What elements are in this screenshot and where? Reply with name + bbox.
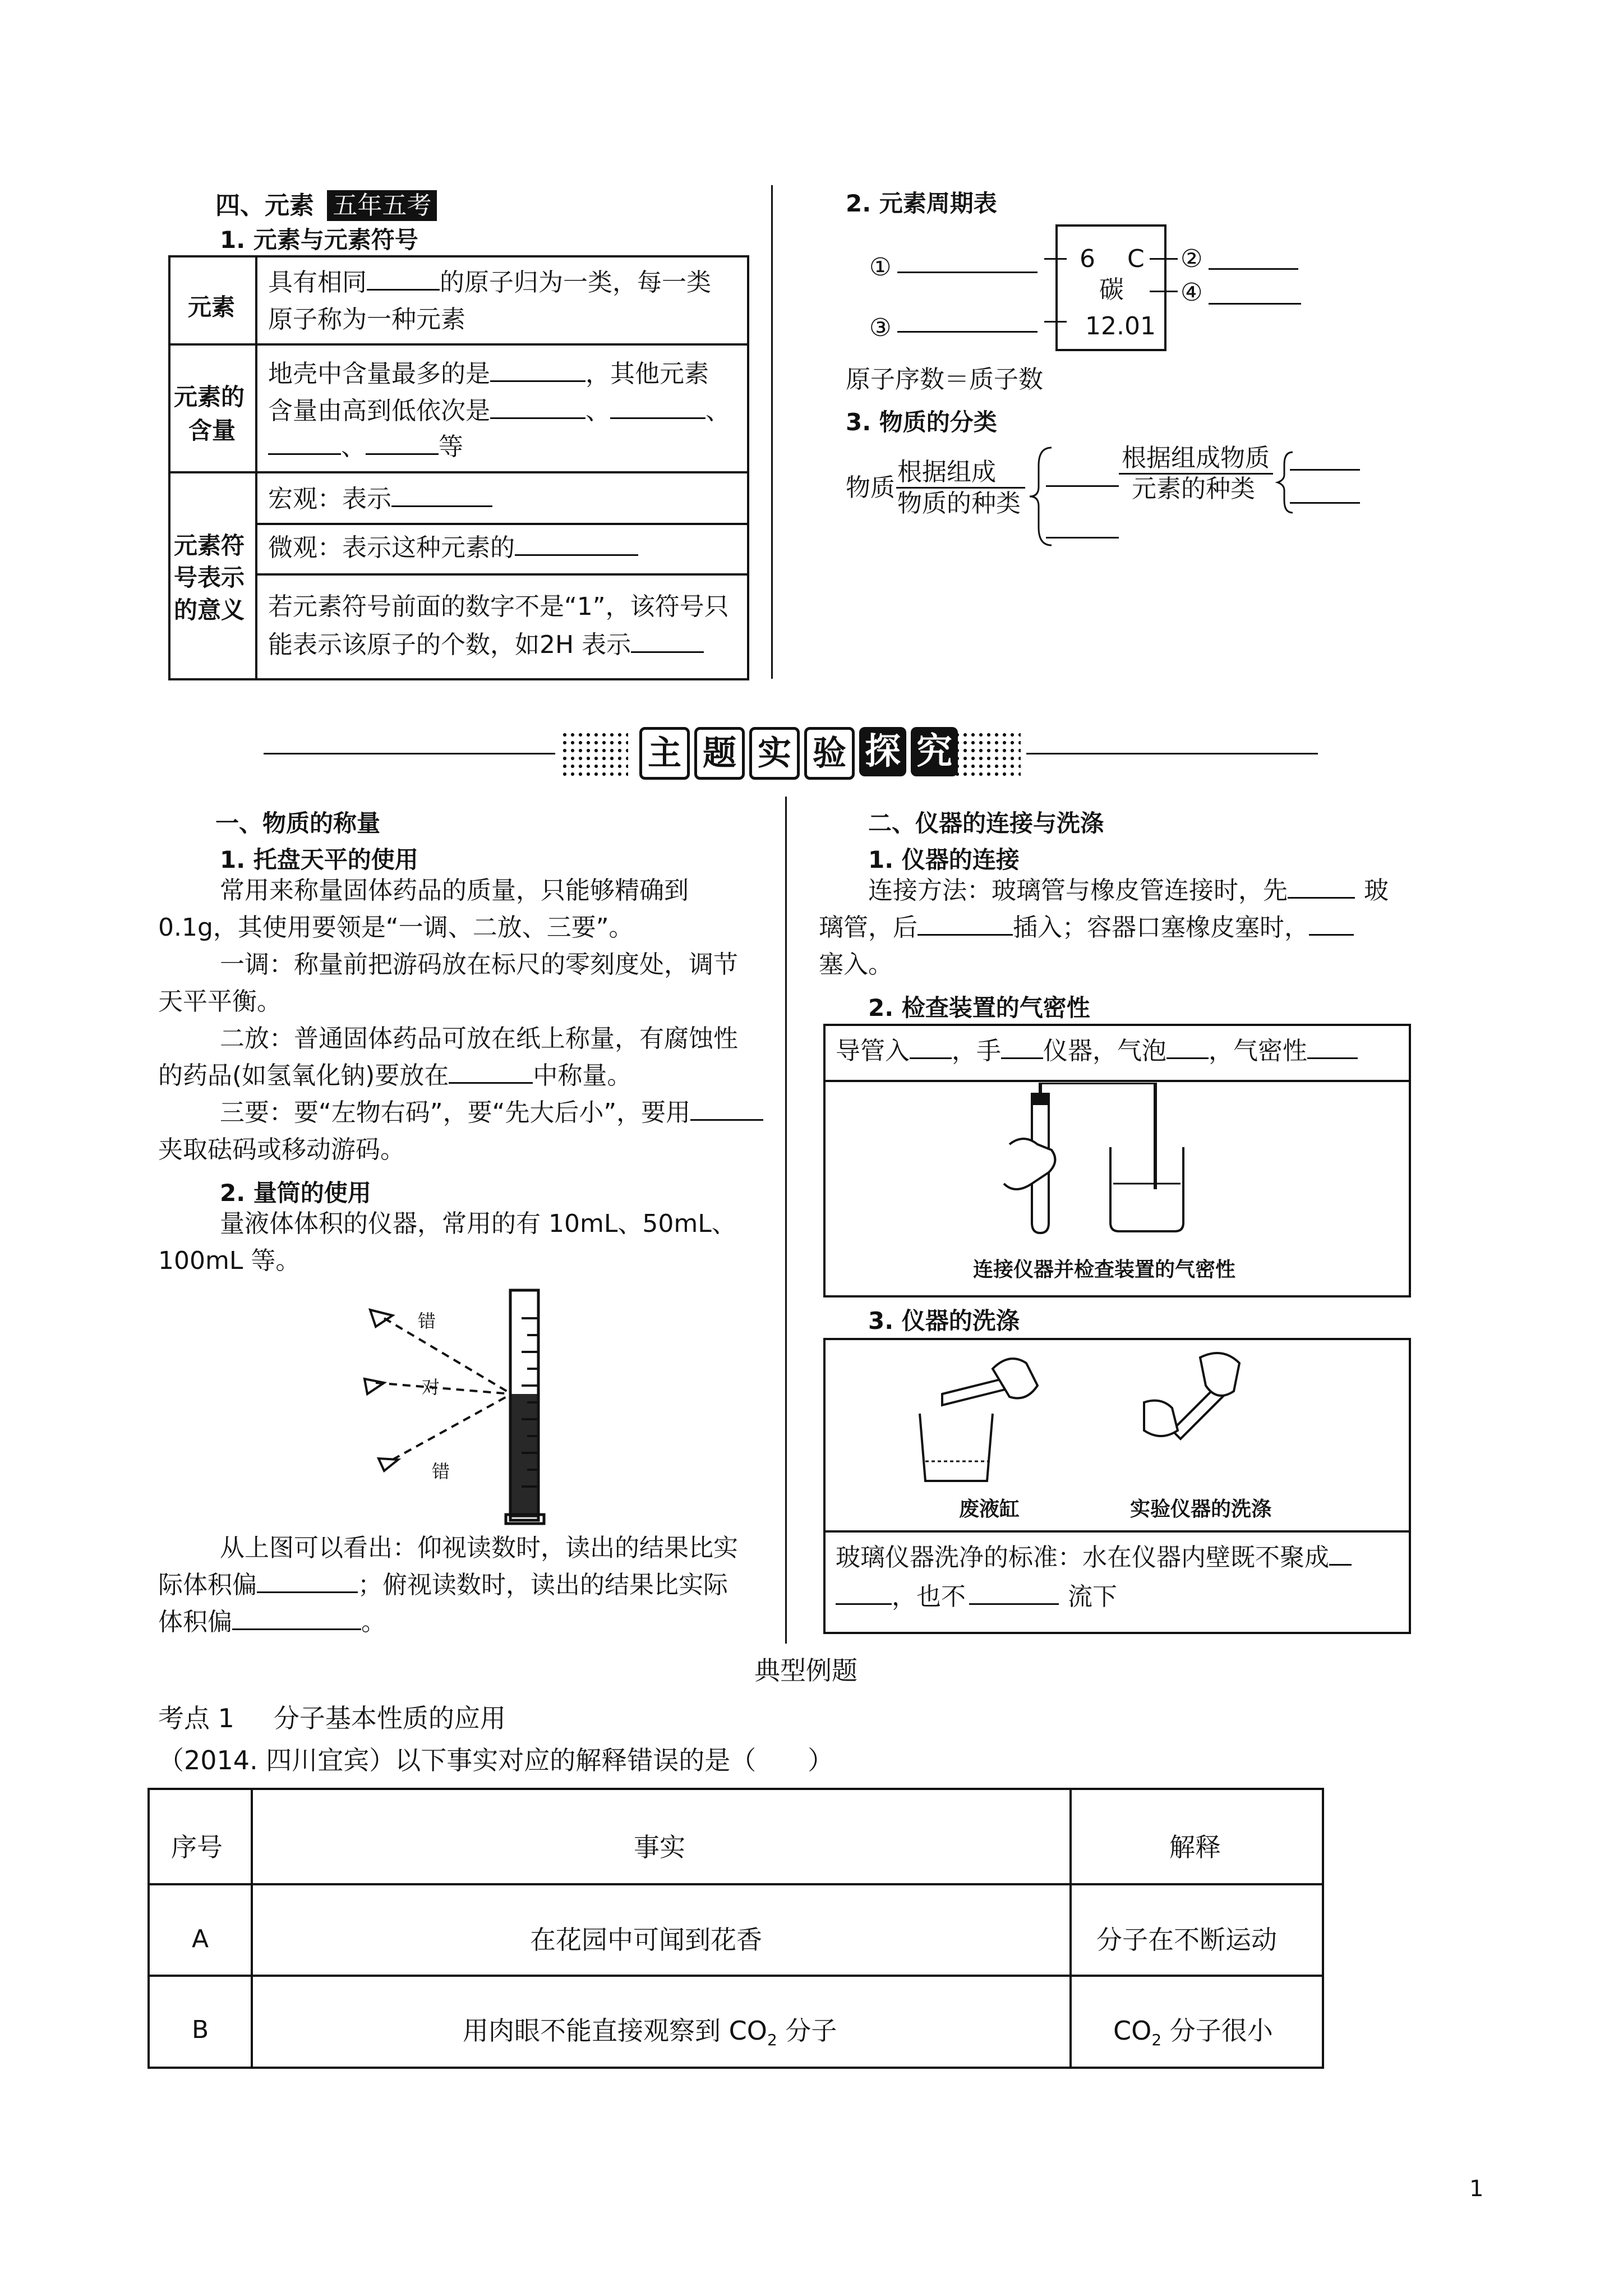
text: 流下 (1068, 1582, 1117, 1611)
header-fact: 事实 (634, 1832, 685, 1862)
blank-2 (1209, 268, 1298, 270)
cls-top2: 根据组成物质 (1122, 444, 1270, 472)
question-text: （2014. 四川宜宾）以下事实对应的解释错误的是（ ） (158, 1745, 834, 1775)
blank (910, 1057, 952, 1059)
p2b: 天平平衡。 (158, 987, 282, 1016)
conn-line-3: 塞入。 (819, 950, 893, 979)
cls-blank-b (1046, 537, 1119, 539)
p5a: 量液体体积的仪器，常用的有 10mL、50mL、 (220, 1209, 736, 1238)
table-col-line (251, 1788, 253, 2067)
blank (610, 417, 706, 419)
pointer-1 (1044, 258, 1067, 260)
row-text-meaning-1: 若元素符号前面的数字不是“1”，该符号只 (268, 592, 729, 621)
box-divider (823, 1530, 1411, 1533)
blank (1288, 896, 1355, 899)
brace-2 (1273, 449, 1301, 516)
p2a: 一调：称量前把游码放在标尺的零刻度处，调节 (220, 950, 738, 979)
text: 地壳中含量最多的是 (268, 360, 490, 388)
row-a-fact: 在花园中可闻到花香 (530, 1925, 762, 1955)
blank (1329, 1563, 1352, 1566)
blank (449, 1082, 533, 1084)
blank (268, 453, 341, 455)
text: 际体积偏 (158, 1571, 257, 1599)
row-text-macro (268, 487, 492, 512)
cls-bot1: 物质的种类 (897, 489, 1021, 518)
blank (1001, 1057, 1043, 1059)
clean-std-line-2 (836, 1582, 1117, 1611)
row-text-content-1 (268, 362, 709, 386)
text: 分子 (777, 2016, 837, 2046)
subhead-element-symbol: 1. 元素与元素符号 (220, 226, 418, 254)
row-b-fact (463, 2018, 837, 2048)
cell-mass: 12.01 (1085, 312, 1156, 341)
airtight-line (836, 1039, 1358, 1064)
text: 能表示该原子的个数，如2H 表示 (268, 631, 631, 659)
clean-std-line-1 (836, 1545, 1352, 1570)
banner-dots-left (561, 731, 628, 776)
text: 连接方法：玻璃管与橡皮管连接时，先 (868, 876, 1288, 905)
row-text-micro (268, 533, 638, 562)
table-row-line (168, 471, 747, 473)
banner-char-dark: 究 (911, 727, 958, 776)
blank (690, 1119, 763, 1121)
blank (917, 933, 1013, 936)
row-text-element-2: 原子称为一种元素 (268, 305, 465, 334)
row-head-element: 元素 (188, 293, 236, 321)
blank (1307, 1057, 1358, 1059)
blank-3 (897, 331, 1038, 333)
text: 璃管，后 (819, 913, 917, 942)
text: 导管入 (836, 1037, 910, 1065)
text: 仪器，气泡 (1043, 1037, 1166, 1065)
row-head-meaning-c: 的意义 (174, 596, 245, 624)
caption-waste-tank: 废液缸 (959, 1498, 1020, 1521)
eye-label-mid: 对 (422, 1377, 440, 1398)
banner-char: 题 (694, 727, 745, 780)
blank-1 (897, 272, 1038, 273)
label-num-2: ② (1181, 245, 1203, 273)
text: 、 (706, 397, 730, 425)
table-col-line (1069, 1788, 1072, 2067)
airtightness-figure (998, 1083, 1256, 1251)
p4-line (220, 1098, 763, 1127)
text: 中称量。 (533, 1061, 632, 1090)
conn-line-2 (819, 915, 1354, 940)
page-number: 1 (1469, 2176, 1484, 2202)
row-head-content-a: 元素的 (174, 383, 245, 411)
pointer-4 (1150, 291, 1178, 292)
blank-4 (1209, 303, 1301, 305)
cls-bar1 (896, 487, 1025, 489)
blank (836, 1603, 892, 1605)
table-divider (255, 255, 257, 678)
p1b: 0.1g，其使用要领是“一调、二放、三要”。 (158, 913, 634, 942)
subhead-connection: 1. 仪器的连接 (868, 846, 1020, 873)
table-row-line (147, 1883, 1322, 1885)
eye-icon (379, 1458, 398, 1471)
subhead-periodic-table: 2. 元素周期表 (846, 190, 997, 217)
banner-char: 验 (804, 727, 855, 780)
section-weighing: 一、物质的称量 (215, 809, 381, 837)
cls-top1: 根据组成 (897, 458, 996, 486)
pointer-2 (1150, 258, 1178, 260)
eye-label-bot: 错 (432, 1461, 450, 1482)
p4b: 夹取砝码或移动游码。 (158, 1135, 405, 1164)
subscript: 2 (1151, 2031, 1162, 2050)
cls-blank-a (1046, 485, 1119, 487)
header-reason: 解释 (1169, 1832, 1221, 1862)
row-a-id: A (192, 1925, 209, 1953)
row-text-meaning-2 (268, 633, 704, 657)
blank (490, 417, 585, 419)
blank (515, 554, 638, 556)
text: CO (1113, 2016, 1152, 2046)
caption-washing: 实验仪器的洗涤 (1130, 1498, 1272, 1521)
blank (631, 651, 704, 653)
subhead-balance: 1. 托盘天平的使用 (220, 846, 418, 873)
blank (366, 453, 439, 455)
brace-1 (1026, 443, 1060, 550)
banner-char: 实 (749, 727, 800, 780)
column-divider (771, 185, 773, 679)
blank (367, 288, 440, 291)
table-row-line (147, 1975, 1322, 1977)
cls-root: 物质 (846, 473, 895, 502)
key-point (158, 1705, 506, 1731)
text: 宏观：表示 (268, 485, 391, 513)
text: 具有相同 (268, 268, 367, 297)
subhead-cylinder: 2. 量筒的使用 (220, 1179, 371, 1207)
text: 三要：要“左物右码”，要“先大后小”，要用 (220, 1098, 691, 1127)
cell-atomic-number: 6 (1080, 245, 1095, 273)
conn-line-1 (868, 878, 1389, 903)
p3-line (158, 1061, 632, 1090)
five-year-badge: 五年五考 (327, 190, 437, 221)
banner-rule-right (1026, 753, 1318, 754)
banner-dots-right (953, 731, 1021, 776)
p5b: 100mL 等。 (158, 1246, 301, 1275)
row-b-id: B (192, 2016, 209, 2044)
text: 的药品(如氢氧化钠)要放在 (158, 1061, 449, 1090)
typical-examples-title: 典型例题 (754, 1655, 857, 1686)
text: 考点 1 (158, 1703, 234, 1733)
pointer-3 (1044, 321, 1067, 323)
blank (232, 1628, 361, 1630)
row-text-content-3 (268, 432, 463, 461)
label-num-3: ③ (869, 314, 892, 342)
eye-label-top: 错 (418, 1310, 436, 1332)
text: 用肉眼不能直接观察到 CO (463, 2016, 767, 2046)
subhead-airtightness: 2. 检查装置的气密性 (868, 994, 1090, 1022)
eye-icon (370, 1310, 393, 1327)
blank (969, 1603, 1059, 1605)
row-b-reason (1113, 2018, 1273, 2048)
p6-line (158, 1573, 728, 1598)
subscript: 2 (767, 2031, 777, 2050)
row-head-meaning-b: 号表示 (174, 564, 245, 591)
section-elements (215, 185, 437, 221)
text: ，气密性 (1209, 1037, 1307, 1065)
subhead-classification: 3. 物质的分类 (846, 408, 997, 436)
p6-line-2 (158, 1610, 386, 1635)
blank (257, 1591, 358, 1593)
text: 、 (341, 432, 366, 461)
table-row-line (255, 523, 747, 525)
text: 插入；容器口塞橡皮塞时， (1013, 913, 1309, 942)
blank (490, 380, 585, 382)
eye-icon (365, 1379, 384, 1394)
cls-blank-d (1290, 502, 1360, 504)
text: 玻璃仪器洗净的标准：水在仪器内壁既不聚成 (836, 1543, 1329, 1572)
cls-blank-c (1290, 469, 1360, 471)
banner-char-dark: 探 (859, 727, 906, 776)
p3a: 二放：普通固体药品可放在纸上称量，有腐蚀性 (220, 1024, 738, 1053)
text: 玻 (1364, 876, 1389, 905)
blank (1166, 1057, 1209, 1059)
text: 体积偏 (158, 1608, 232, 1636)
atomic-number-note: 原子序数＝质子数 (846, 365, 1043, 394)
text: 分子很小 (1161, 2016, 1273, 2046)
text: 微观：表示这种元素的 (268, 533, 515, 562)
row-text-content-2 (268, 399, 730, 424)
blank (1309, 933, 1354, 936)
row-head-meaning-a: 元素符 (174, 532, 245, 559)
text: 含量由高到低依次是 (268, 397, 490, 425)
washing-figure (909, 1346, 1335, 1492)
text: 。 (361, 1608, 386, 1636)
label-num-1: ① (869, 253, 892, 282)
text: ，手 (952, 1037, 1001, 1065)
header-id: 序号 (171, 1832, 223, 1862)
section-instruments: 二、仪器的连接与洗涤 (868, 809, 1104, 837)
cls-bot2: 元素的种类 (1132, 475, 1255, 503)
text: ；俯视读数时，读出的结果比实际 (358, 1571, 728, 1599)
blank (391, 505, 492, 507)
section-elements-title: 四、元素 (215, 191, 314, 220)
banner-rule-left (264, 753, 555, 754)
cell-symbol: C (1127, 245, 1145, 273)
table-row-line (168, 343, 747, 346)
text: 分子基本性质的应用 (273, 1703, 506, 1733)
cell-name: 碳 (1099, 275, 1124, 304)
p1a: 常用来称量固体药品的质量，只能够精确到 (220, 876, 689, 905)
box-divider (823, 1080, 1411, 1082)
text: 等 (439, 432, 463, 461)
banner-char: 主 (639, 727, 690, 780)
text: ，其他元素 (585, 360, 709, 388)
banner-title (639, 727, 958, 777)
row-text-element-1 (268, 270, 711, 295)
column-divider-mid (785, 797, 787, 1644)
table-row-line (255, 573, 747, 576)
text: 的原子归为一类，每一类 (440, 268, 711, 297)
text: ，也不 (892, 1582, 966, 1611)
row-head-content-b: 含量 (188, 417, 236, 444)
row-a-reason: 分子在不断运动 (1096, 1925, 1277, 1955)
airtightness-caption: 连接仪器并检查装置的气密性 (973, 1258, 1236, 1281)
measuring-cylinder-figure (359, 1285, 594, 1531)
p6a: 从上图可以看出：仰视读数时，读出的结果比实 (220, 1534, 738, 1562)
label-num-4: ④ (1181, 278, 1203, 307)
text: 、 (585, 397, 610, 425)
subhead-washing: 3. 仪器的洗涤 (868, 1307, 1020, 1335)
